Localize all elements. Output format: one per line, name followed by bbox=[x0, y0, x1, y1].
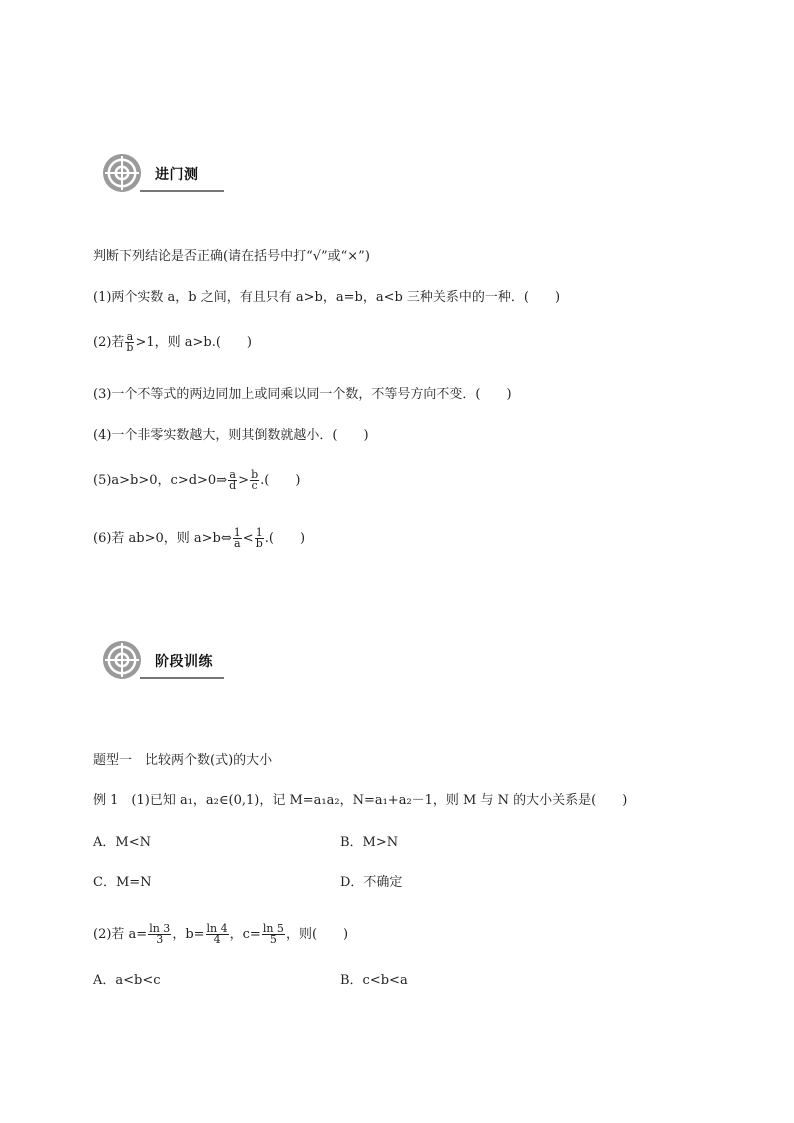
q6-suffix: .( ) bbox=[264, 531, 306, 546]
instruction-text: 判断下列结论是否正确(请在括号中打“√”或“×”) bbox=[93, 249, 370, 264]
fraction-ln5-over-5 bbox=[262, 924, 285, 945]
ex2-separator-c: ，c= bbox=[229, 927, 261, 942]
numerator: 1 bbox=[233, 526, 241, 539]
example-1-part-1: 例 1 (1)已知 a₁，a₂∈(0,1)，记 M=a₁a₂，N=a₁+a₂－1，则 M 与 N 的大小关系是( ) bbox=[93, 793, 628, 808]
option-b: B．c<b<a bbox=[340, 973, 408, 988]
fraction-ln4-over-4 bbox=[206, 924, 229, 945]
section-title: 阶段训练 bbox=[155, 654, 213, 670]
option-d: D．不确定 bbox=[340, 875, 403, 890]
section-title: 进门测 bbox=[155, 167, 199, 183]
question-2 bbox=[93, 332, 252, 353]
question-6 bbox=[93, 528, 305, 549]
section-header-stage-training bbox=[100, 639, 224, 685]
question-5 bbox=[93, 470, 300, 491]
q2-prefix: (2)若 bbox=[93, 335, 125, 350]
ex2-suffix: ，则( ) bbox=[285, 927, 349, 942]
ex2-prefix: (2)若 a= bbox=[93, 927, 148, 942]
denominator: c bbox=[251, 479, 258, 492]
target-icon bbox=[102, 640, 142, 680]
q5-operator: > bbox=[238, 473, 250, 488]
q5-prefix: (5)a>b>0，c>d>0⇒ bbox=[93, 473, 228, 488]
section-underline bbox=[140, 677, 224, 679]
denominator: 3 bbox=[156, 933, 164, 946]
numerator: b bbox=[251, 468, 259, 481]
fraction-a-over-d bbox=[228, 470, 237, 491]
denominator: b bbox=[126, 341, 134, 354]
question-4: (4)一个非零实数越大，则其倒数就越小．( ) bbox=[93, 428, 369, 443]
numerator: a bbox=[126, 330, 134, 343]
q6-prefix: (6)若 ab>0，则 a>b⇔ bbox=[93, 531, 232, 546]
q2-suffix: >1，则 a>b.( ) bbox=[135, 335, 253, 350]
numerator: a bbox=[229, 468, 236, 481]
denominator: a bbox=[234, 537, 241, 550]
option-c: C．M=N bbox=[93, 875, 152, 890]
option-a: A．M<N bbox=[93, 835, 151, 850]
numerator: ln 3 bbox=[149, 922, 171, 935]
option-a: A．a<b<c bbox=[93, 973, 161, 988]
numerator: 1 bbox=[255, 526, 263, 539]
numerator: ln 5 bbox=[262, 922, 284, 935]
section-underline bbox=[140, 190, 224, 192]
ex2-separator-b: ，b= bbox=[172, 927, 205, 942]
fraction-1-over-a bbox=[233, 528, 242, 549]
question-1: (1)两个实数 a，b 之间，有且只有 a>b，a=b，a<b 三种关系中的一种．( ) bbox=[93, 290, 561, 305]
q5-suffix: .( ) bbox=[260, 473, 301, 488]
question-3: (3)一个不等式的两边同加上或同乘以同一个数，不等号方向不变．( ) bbox=[93, 387, 512, 402]
denominator: d bbox=[229, 479, 237, 492]
denominator: b bbox=[255, 537, 263, 550]
question-type-heading: 题型一 比较两个数(式)的大小 bbox=[93, 753, 273, 768]
denominator: 4 bbox=[213, 933, 221, 946]
q6-operator: < bbox=[242, 531, 254, 546]
fraction-b-over-c bbox=[250, 470, 259, 491]
fraction-ln3-over-3 bbox=[148, 924, 171, 945]
denominator: 5 bbox=[269, 933, 277, 946]
section-header-entry-test bbox=[100, 152, 224, 198]
option-b: B．M>N bbox=[340, 835, 399, 850]
fraction-1-over-b bbox=[255, 528, 264, 549]
numerator: ln 4 bbox=[206, 922, 228, 935]
target-icon bbox=[102, 153, 142, 193]
fraction-a-over-b bbox=[125, 332, 134, 353]
example-1-part-2 bbox=[93, 924, 348, 945]
